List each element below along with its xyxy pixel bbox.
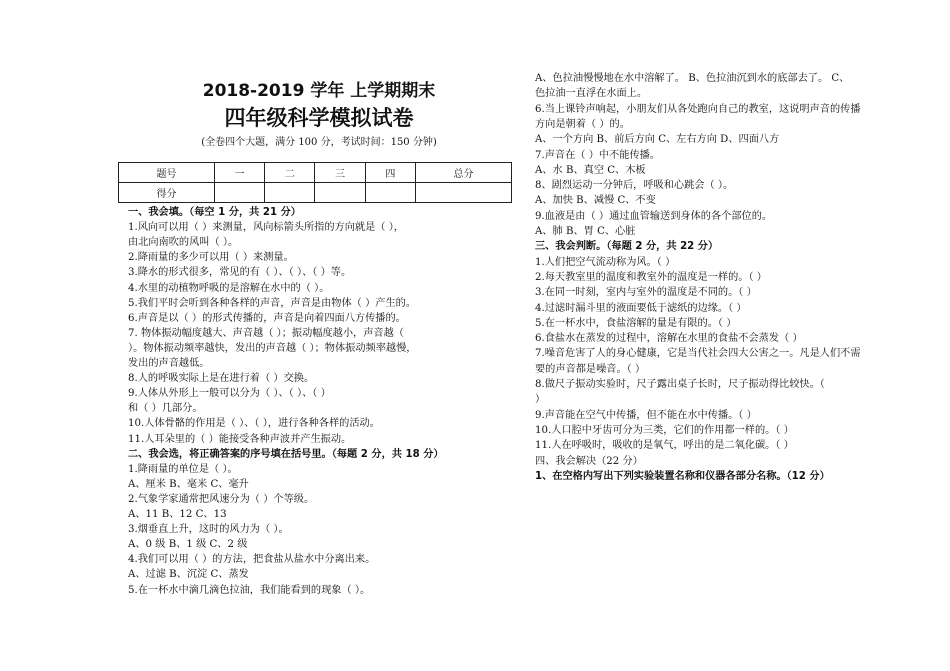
question-line: A、肺 B、胃 C、心脏 — [535, 226, 636, 237]
score-cell[interactable] — [365, 183, 415, 203]
score-header-cell: 题号 — [119, 163, 215, 183]
score-header-cell: 二 — [265, 163, 315, 183]
question-line: A、0 级 B、1 级 C、2 级 — [128, 539, 248, 551]
score-cell[interactable] — [416, 183, 512, 203]
question-line: ） — [535, 394, 546, 406]
question-line: 7.噪音危害了人的身心健康，它是当代社会四大公害之一。凡是人们不需 — [535, 348, 861, 360]
question-line: 3.烟垂直上升，这时的风力为（ ）。 — [128, 524, 289, 536]
question-line: ）。物体振动频率越快，发出的声音越（ ）；物体振动频率越慢， — [128, 342, 417, 354]
question-line: 5.我们平时会听到各种各样的声音，声音是由物体（ ）产生的。 — [128, 297, 417, 309]
question-line: 10.人体骨骼的作用是（ ）、（ ），进行各种各样的活动。 — [128, 418, 380, 430]
question-line: 1.人们把空气流动称为风。（ ） — [535, 256, 676, 268]
question-line: 由北向南吹的风叫（ ）。 — [128, 237, 239, 249]
score-cell[interactable] — [214, 183, 264, 203]
score-header-cell: 总分 — [416, 163, 512, 183]
question-line: 和（ ）几部分。 — [128, 403, 203, 415]
question-line: 1.风向可以用（ ）来测量，风向标箭头所指的方向就是（ ）， — [128, 222, 404, 234]
section-heading: 1、在空格内写出下列实验装置名称和仪器各部分名称。（12 分） — [535, 470, 830, 482]
question-line: A、厘米 B、毫米 C、毫升 — [128, 478, 249, 490]
question-line: 3.降水的形式很多，常见的有（ ）、（ ）、（ ）等。 — [128, 267, 352, 279]
question-line: 色拉油一直浮在水面上。 — [535, 88, 648, 100]
question-line: A、11 B、12 C、13 — [128, 509, 227, 520]
question-line: 7. 物体振动幅度越大、声音越（ ）；振动幅度越小，声音越（ — [128, 327, 404, 339]
section-heading: 三、我会判断。（每题 2 分，共 22 分） — [535, 241, 719, 253]
question-line: 5.在一杯水中，食盐溶解的量是有限的。（ ） — [535, 317, 737, 329]
question-line: 发出的声音越低。 — [128, 358, 210, 369]
question-line: 6.食盐水在蒸发的过程中，溶解在水里的食盐不会蒸发（ ） — [535, 333, 803, 345]
exam-subtitle: (全卷四个大题，满分 100 分，考试时间：150 分钟) — [201, 137, 437, 148]
score-cell[interactable] — [315, 183, 365, 203]
question-line: 8、剧烈运动一分钟后，呼吸和心跳会（ ）。 — [535, 180, 734, 192]
score-cell[interactable] — [265, 183, 315, 203]
question-line: A、过滤 B、沉淀 C、蒸发 — [128, 569, 249, 581]
exam-year-title: 2018-2019 学年 上学期期末 — [202, 81, 436, 101]
score-table-score-row — [119, 183, 512, 203]
question-line: 要的声音都是噪音。（ ） — [535, 363, 646, 375]
question-line: 9.血液是由（ ）通过血管输送到身体的各个部位的。 — [535, 210, 773, 222]
score-table — [118, 162, 512, 203]
question-line: 3.在同一时刻，室内与室外的温度是不同的。（ ） — [535, 287, 757, 299]
question-line: 8.人的呼吸实际上是在进行着（ ）交换。 — [128, 373, 315, 385]
section-heading: 二、我会选，将正确答案的序号填在括号里。（每题 2 分，共 18 分） — [128, 448, 444, 460]
score-header-cell: 三 — [315, 163, 365, 183]
question-line: A、水 B、真空 C、木板 — [535, 164, 646, 176]
question-line: 10.人口腔中牙齿可分为三类，它们的作用都一样的。（ ） — [535, 424, 794, 436]
question-line: 8.做尺子振动实验时，尺子露出桌子长时，尺子振动得比较快。（ — [535, 379, 825, 390]
question-line: 6.声音是以（ ）的形式传播的，声音是向着四面八方传播的。 — [128, 312, 406, 324]
exam-main-title: 四年级科学模拟试卷 — [224, 105, 414, 130]
question-line: A、加快 B、减慢 C、不变 — [535, 195, 656, 207]
score-header-cell: 一 — [214, 163, 264, 183]
question-line: 1.降雨量的单位是（ ）。 — [128, 463, 238, 475]
question-line: 11.人在呼吸时，吸收的是氧气，呼出的是二氧化碳。（ ） — [535, 440, 794, 452]
question-line: 2.气象学家通常把风速分为（ ）个等级。 — [128, 493, 315, 505]
question-line: 4.过滤时漏斗里的液面要低于滤纸的边缘。（ ） — [535, 302, 747, 314]
question-line: 2.每天教室里的温度和教室外的温度是一样的。（ ） — [535, 271, 767, 283]
question-line: 9.人体从外形上一般可以分为（ ）、（ ）、（ ） — [128, 388, 331, 400]
question-line: A、一个方向 B、前后方向 C、左右方向 D、四面八方 — [535, 134, 780, 146]
question-line: 方向是朝着（ ）的。 — [535, 118, 630, 130]
question-line: 6.当上课铃声响起，小朋友们从各处跑向自己的教室，这说明声音的传播 — [535, 103, 861, 115]
score-table-header-row — [119, 163, 512, 183]
question-line: 9.声音能在空气中传播，但不能在水中传播。（ ） — [535, 409, 757, 421]
question-line: 7.声音在（ ）中不能传播。 — [535, 149, 661, 161]
section-heading: 一、我会填。（每空 1 分，共 21 分） — [128, 207, 301, 218]
question-line: 4.水里的动植物呼吸的是溶解在水中的（ ）。 — [128, 282, 330, 294]
score-row-label: 得分 — [119, 183, 215, 203]
question-line: 四、我会解决（22 分） — [535, 455, 643, 467]
question-line: 2.降雨量的多少可以用（ ）来测量。 — [128, 252, 294, 264]
question-line: A、色拉油慢慢地在水中溶解了。 B、色拉油沉到水的底部去了。 C、 — [535, 73, 850, 84]
question-line: 5.在一杯水中滴几滴色拉油，我们能看到的现象（ ）。 — [128, 584, 371, 596]
score-header-cell: 四 — [365, 163, 415, 183]
question-line: 11.人耳朵里的（ ）能接受各种声波并产生振动。 — [128, 433, 352, 445]
question-line: 4.我们可以用（ ）的方法，把食盐从盐水中分离出来。 — [128, 554, 376, 566]
